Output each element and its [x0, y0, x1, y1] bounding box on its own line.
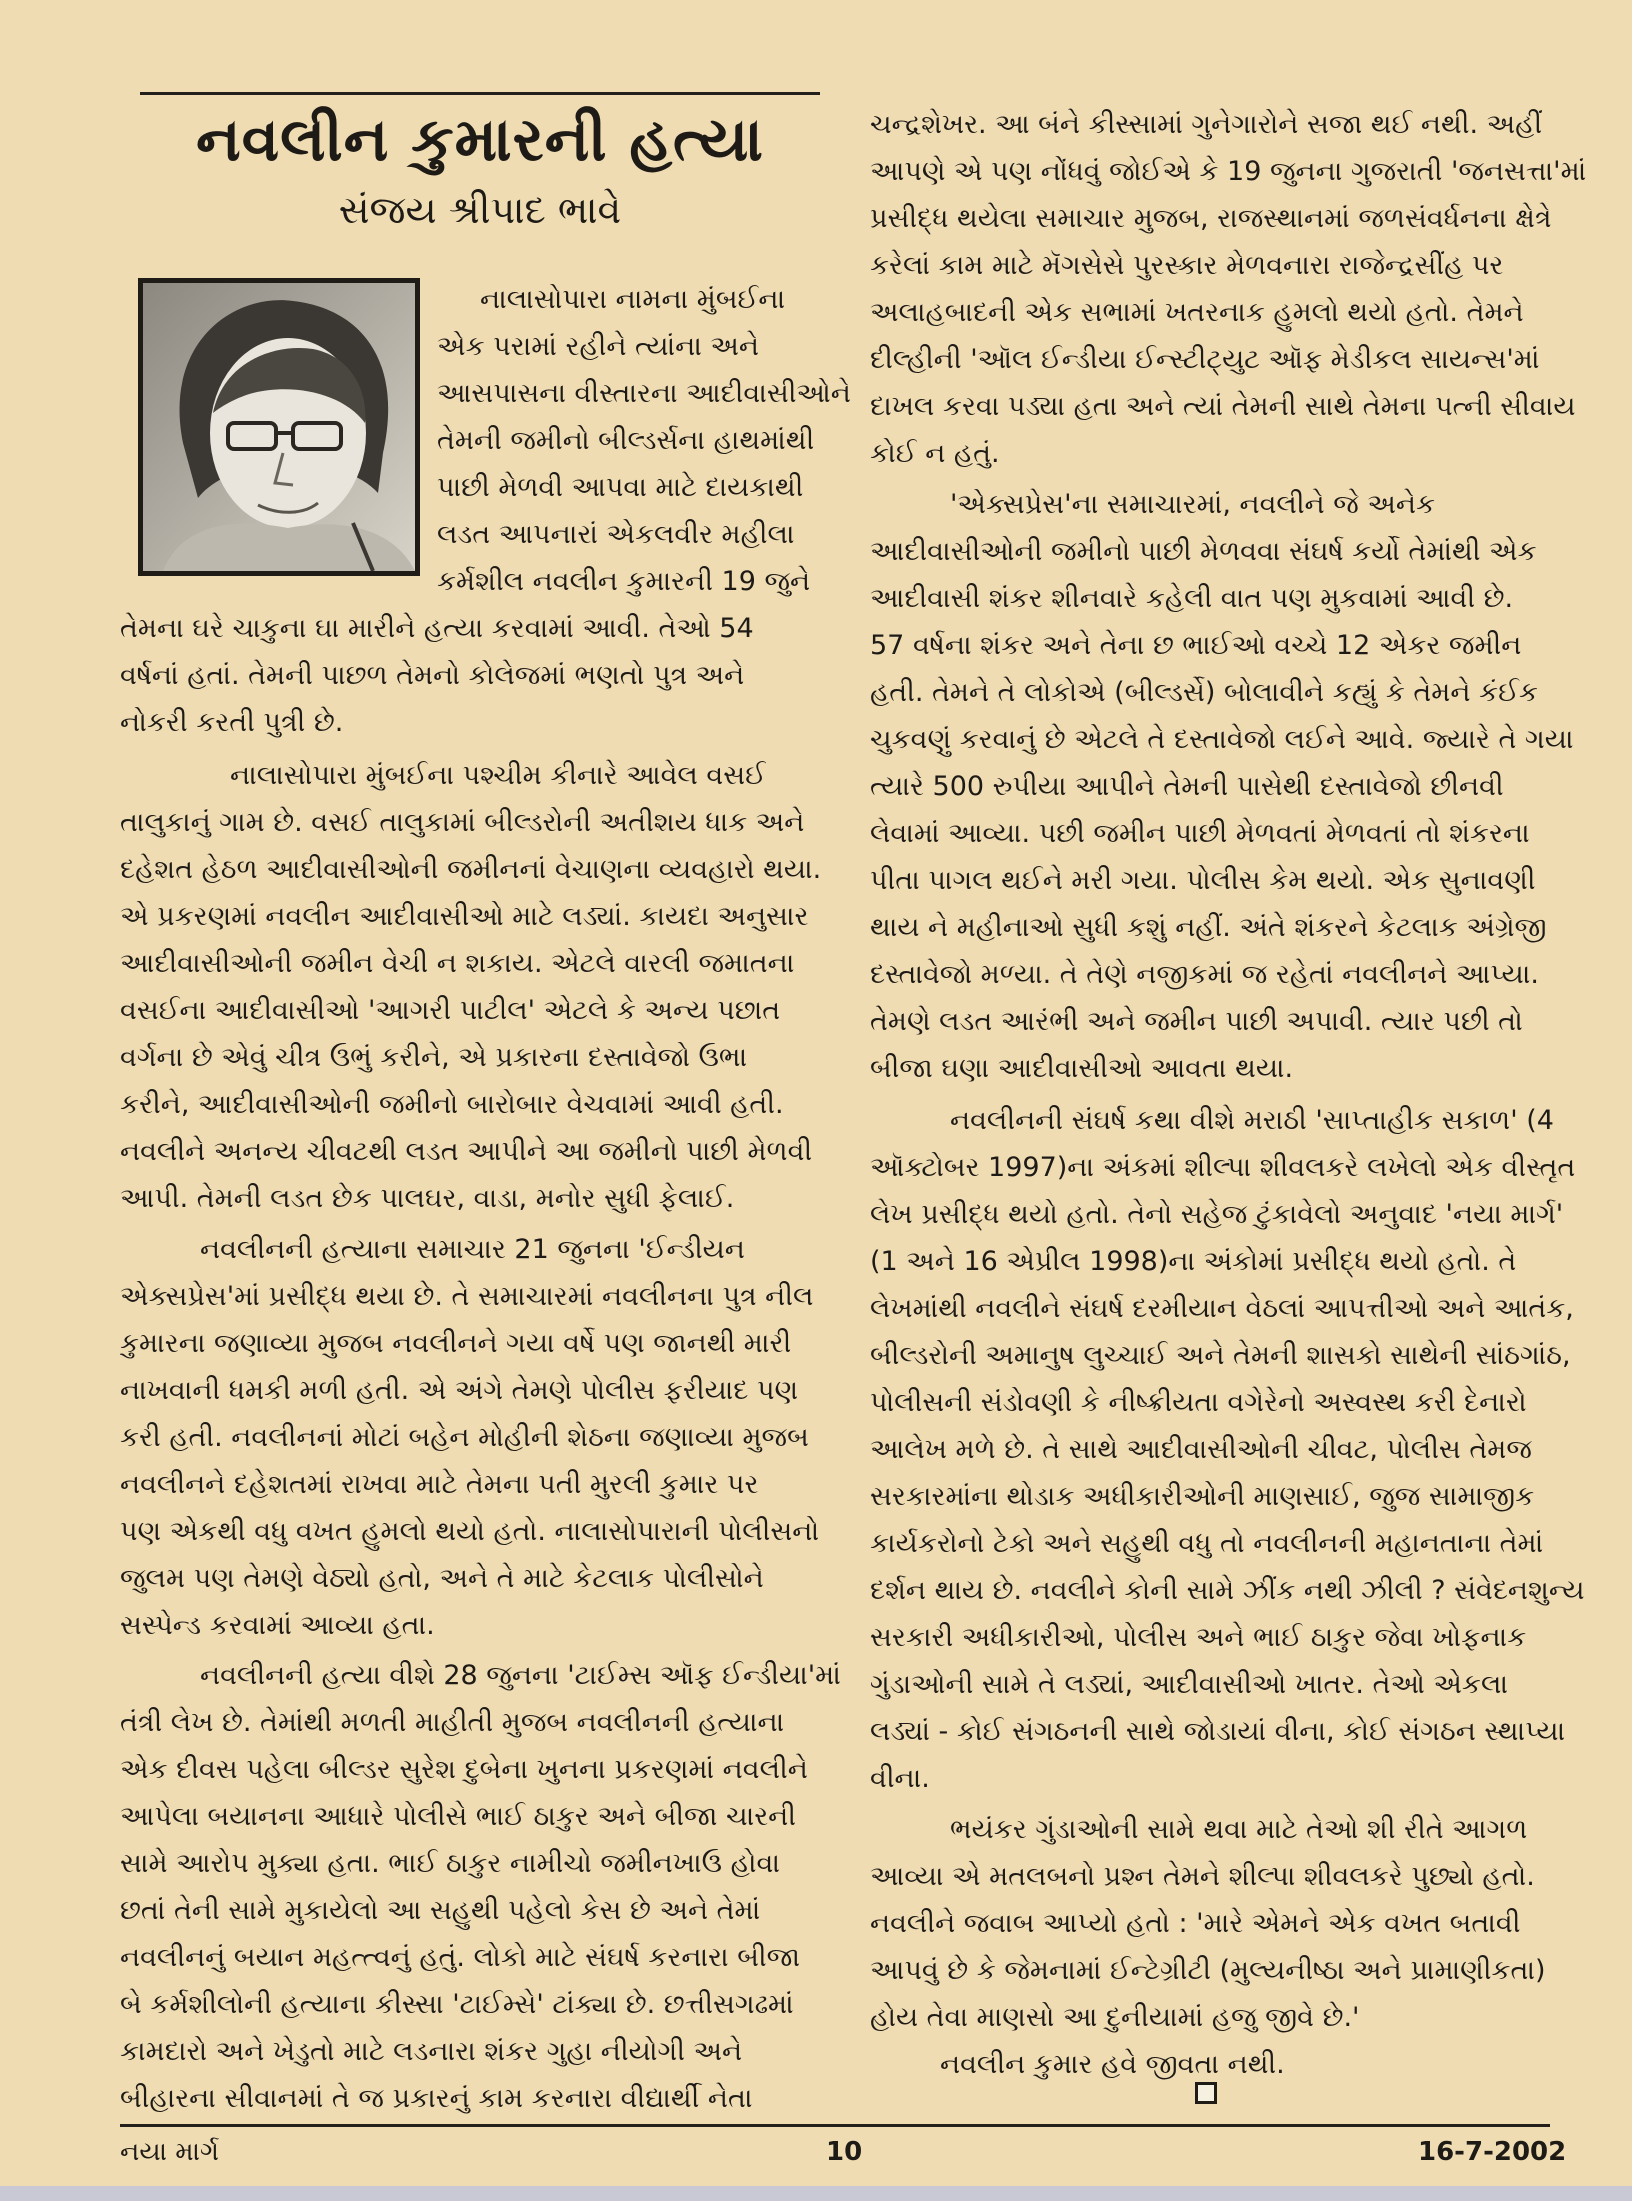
right-col-line-38: આવ્યા એ મતલબનો પ્રશ્ન તેમને શીલ્પા શીવલકરે પુછ્યો હતો. — [870, 1861, 1535, 1892]
right-col-line-33: સરકારી અધીકારીઓ, પોલીસ અને ભાઈ ઠાકુર જેવા ખોફનાક — [870, 1622, 1527, 1653]
left-col-line-16: વસઈના આદીવાસીઓ 'આગરી પાટીલ' એટલે કે અન્ય પછાત — [120, 995, 781, 1026]
right-col-line-31: કાર્યકરોનો ટેકો અને સહુથી વધુ તો નવલીનની મહાનતાના તેમાં — [870, 1528, 1544, 1559]
left-col-line-8: તેમના ઘરે ચાકુના ઘા મારીને હત્યા કરવામાં આવી. તેઓ 54 — [120, 613, 754, 644]
left-col-line-2: એક પરામાં રહીને ત્યાંના અને — [437, 331, 759, 362]
left-col-line-37: બે કર્મશીલોની હત્યાના કીસ્સા 'ટાઈમ્સે' ટાંક્યા છે. છત્તીસગઢમાં — [120, 1989, 794, 2020]
right-col-line-19: દસ્તાવેજો મળ્યા. તે તેણે નજીકમાં જ રહેતાં નવલીનને આપ્યા. — [870, 959, 1539, 990]
left-col-line-3: આસપાસના વીસ્તારના આદીવાસીઓને — [437, 378, 851, 409]
left-col-line-29: સસ્પેન્ડ કરવામાં આવ્યા હતા. — [120, 1610, 435, 1641]
author-portrait-photo — [138, 278, 420, 576]
right-col-line-24: લેખ પ્રસીદ્ધ થયો હતો. તેનો સહેજ ટુંકાવેલો અનુવાદ 'નયા માર્ગ' — [870, 1199, 1564, 1230]
right-col-line-35: લડ્યાં - કોઈ સંગઠનની સાથે જોડાયાં વીના, કોઈ સંગઠન સ્થાપ્યા — [870, 1716, 1566, 1747]
left-col-line-27: પણ એકથી વધુ વખત હુમલો થયો હતો. નાલાસોપારાની પોલીસનો — [120, 1516, 820, 1547]
right-col-line-6: દીલ્હીની 'ઑલ ઈન્ડીયા ઈન્સ્ટીટ્યુટ ઑફ મેડીકલ સાયન્સ'માં — [870, 344, 1540, 375]
left-col-line-1: નાલાસોપારા નામના મુંબઈના — [480, 284, 786, 315]
right-col-line-32: દર્શન થાય છે. નવલીને કોની સામે ઝીંક નથી ઝીલી ? સંવેદનશુન્ય — [870, 1575, 1585, 1606]
left-col-line-19: નવલીને અનન્ય ચીવટથી લડત આપીને આ જમીનો પાછી મેળવી — [120, 1136, 813, 1167]
right-col-line-12: 57 વર્ષના શંકર અને તેના છ ભાઈઓ વચ્ચે 12 એકર જમીન — [870, 630, 1522, 661]
right-col-line-15: ત્યારે 500 રુપીયા આપીને તેમની પાસેથી દસ્તાવેજો છીનવી — [870, 771, 1504, 802]
footer-date: 16-7-2002 — [1418, 2137, 1567, 2167]
left-col-line-34: સામે આરોપ મુક્યા હતા. ભાઈ ઠાકુર નામીચો જમીનખાઉ હોવા — [120, 1848, 780, 1879]
article-author: સંજય શ્રીપાદ ભાવે — [338, 188, 622, 232]
right-col-line-40: આપવું છે કે જેમનામાં ઈન્ટેગ્રીટી (મુલ્યનીષ્ઠા અને પ્રામાણીકતા) — [870, 1955, 1546, 1986]
right-col-line-8: કોઈ ન હતું. — [870, 438, 1000, 469]
right-col-line-1: ચન્દ્રશેખર. આ બંને કીસ્સામાં ગુનેગારોને સજા થઈ નથી. અહીં — [870, 109, 1543, 140]
footer-page-number: 10 — [826, 2137, 863, 2167]
right-col-line-25: (1 અને 16 એપ્રીલ 1998)ના અંકોમાં પ્રસીદ્ધ થયો હતો. તે — [870, 1246, 1517, 1277]
left-col-line-9: વર્ષનાં હતાં. તેમની પાછળ તેમનો કોલેજમાં ભણતો પુત્ર અને — [120, 660, 745, 691]
scan-edge — [0, 2186, 1632, 2201]
left-col-line-7: કર્મશીલ નવલીન કુમારની 19 જુને — [437, 566, 811, 597]
left-col-line-25: કરી હતી. નવલીનનાં મોટાં બહેન મોહીની શેઠના જણાવ્યા મુજબ — [120, 1422, 809, 1453]
right-col-line-34: ગુંડાઓની સામે તે લડ્યાં, આદીવાસીઓ ખાતર. તેઓ એકલા — [870, 1669, 1508, 1700]
right-col-line-37: ભયંકર ગુંડાઓની સામે થવા માટે તેઓ શી રીતે આગળ — [950, 1814, 1528, 1845]
left-col-line-33: આપેલા બયાનના આધારે પોલીસે ભાઈ ઠાકુર અને બીજા ચારની — [120, 1801, 796, 1832]
right-col-line-42: નવલીન કુમાર હવે જીવતા નથી. — [940, 2049, 1285, 2080]
right-col-line-36: વીના. — [870, 1763, 930, 1794]
right-col-line-29: આલેખ મળે છે. તે સાથે આદીવાસીઓની ચીવટ, પોલીસ તેમજ — [870, 1434, 1532, 1465]
right-col-line-7: દાખલ કરવા પડ્યા હતા અને ત્યાં તેમની સાથે તેમના પત્ની સીવાય — [870, 391, 1576, 422]
right-col-line-5: અલાહબાદની એક સભામાં ખતરનાક હુમલો થયો હતો. તેમને — [870, 297, 1524, 328]
right-col-line-9: 'એક્સપ્રેસ'ના સમાચારમાં, નવલીને જે અનેક — [950, 489, 1436, 520]
end-of-article-mark — [1195, 2082, 1217, 2104]
left-col-line-10: નોકરી કરતી પુત્રી છે. — [120, 707, 344, 738]
left-col-line-24: નાખવાની ધમકી મળી હતી. એ અંગે તેમણે પોલીસ ફરીયાદ પણ — [120, 1375, 799, 1406]
left-col-line-4: તેમની જમીનો બીલ્ડર્સના હાથમાંથી — [437, 425, 815, 456]
left-col-line-28: જુલમ પણ તેમણે વેઠ્યો હતો, અને તે માટે કેટલાક પોલીસોને — [120, 1563, 764, 1594]
left-col-line-31: તંત્રી લેખ છે. તેમાંથી મળતી માહીતી મુજબ નવલીનની હત્યાના — [120, 1707, 785, 1738]
right-col-line-23: ઑક્ટોબર 1997)ના અંકમાં શીલ્પા શીવલકરે લખેલો એક વીસ્તૃત — [870, 1152, 1576, 1183]
right-col-line-14: ચુકવણું કરવાનું છે એટલે તે દસ્તાવેજો લઈને આવે. જ્યારે તે ગયા — [870, 724, 1574, 755]
right-col-line-22: નવલીનની સંઘર્ષ કથા વીશે મરાઠી 'સાપ્તાહીક સકાળ' (4 — [950, 1105, 1554, 1136]
left-col-line-5: પાછી મેળવી આપવા માટે દાયકાથી — [437, 472, 804, 503]
title-top-rule — [140, 92, 820, 95]
right-col-line-26: લેખમાંથી નવલીને સંઘર્ષ દરમીયાન વેઠલાં આપત્તીઓ અને આતંક, — [870, 1293, 1574, 1324]
left-col-line-32: એક દીવસ પહેલા બીલ્ડર સુરેશ દુબેના ખુનના પ્રકરણમાં નવલીને — [120, 1754, 808, 1785]
right-col-line-4: કરેલાં કામ માટે મૅગસેસે પુરસ્કાર મેળવનારા રાજેન્દ્રસીંહ પર — [870, 250, 1504, 281]
left-col-line-30: નવલીનની હત્યા વીશે 28 જુનના 'ટાઈમ્સ ઑફ ઈન્ડીયા'માં — [200, 1660, 841, 1691]
left-col-line-15: આદીવાસીઓની જમીન વેચી ન શકાય. એટલે વારલી જમાતના — [120, 948, 795, 979]
right-col-line-13: હતી. તેમને તે લોકોએ (બીલ્ડર્સે) બોલાવીને કહ્યું કે તેમને કંઈક — [870, 677, 1538, 708]
left-col-line-13: દહેશત હેઠળ આદીવાસીઓની જમીનનાં વેચાણના વ્યવહારો થયા. — [120, 854, 822, 885]
right-col-line-11: આદીવાસી શંકર શીનવારે કહેલી વાત પણ મુકવામાં આવી છે. — [870, 583, 1514, 614]
left-col-line-26: નવલીનને દહેશતમાં રાખવા માટે તેમના પતી મુરલી કુમાર પર — [120, 1469, 759, 1500]
footer-publication: નયા માર્ગ — [120, 2137, 220, 2167]
right-col-line-28: પોલીસની સંડોવણી કે નીષ્ક્રીયતા વગેરેનો અસ્વસ્થ કરી દેનારો — [870, 1387, 1527, 1418]
right-col-line-41: હોય તેવા માણસો આ દુનીયામાં હજુ જીવે છે.' — [870, 2002, 1360, 2033]
right-col-line-30: સરકારમાંના થોડાક અધીકારીઓની માણસાઈ, જુજ સામાજીક — [870, 1481, 1535, 1512]
right-col-line-39: નવલીને જવાબ આપ્યો હતો : 'મારે એમને એક વખત બતાવી — [870, 1908, 1521, 1939]
article-title: નવલીન કુમારની હત્યા — [196, 105, 764, 175]
left-col-line-12: તાલુકાનું ગામ છે. વસઈ તાલુકામાં બીલ્ડરોની અતીશય ધાક અને — [120, 807, 805, 838]
left-col-line-39: બીહારના સીવાનમાં તે જ પ્રકારનું કામ કરનારા વીદ્યાર્થી નેતા — [120, 2083, 753, 2114]
left-col-line-17: વર્ગના છે એવું ચીત્ર ઉભું કરીને, એ પ્રકારના દસ્તાવેજો ઉભા — [120, 1042, 748, 1073]
left-col-line-36: નવલીનનું બયાન મહત્ત્વનું હતું. લોકો માટે સંઘર્ષ કરનારા બીજા — [120, 1942, 800, 1973]
right-col-line-17: પીતા પાગલ થઈને મરી ગયા. પોલીસ કેમ થયો. એક સુનાવણી — [870, 865, 1536, 896]
left-col-line-6: લડત આપનારાં એકલવીર મહીલા — [437, 519, 795, 550]
left-col-line-18: કરીને, આદીવાસીઓની જમીનો બારોબાર વેચવામાં આવી હતી. — [120, 1089, 784, 1120]
right-col-line-16: લેવામાં આવ્યા. પછી જમીન પાછી મેળવતાં મેળવતાં તો શંકરના — [870, 818, 1530, 849]
right-col-line-20: તેમણે લડત આરંભી અને જમીન પાછી અપાવી. ત્યાર પછી તો — [870, 1006, 1523, 1037]
footer-rule — [120, 2124, 1550, 2127]
left-col-line-14: એ પ્રકરણમાં નવલીન આદીવાસીઓ માટે લડ્યાં. કાયદા અનુસાર — [120, 901, 809, 932]
left-col-line-23: કુમારના જણાવ્યા મુજબ નવલીનને ગયા વર્ષે પણ જાનથી મારી — [120, 1328, 792, 1359]
left-col-line-35: છતાં તેની સામે મુકાયેલો આ સહુથી પહેલો કેસ છે અને તેમાં — [120, 1895, 761, 1926]
right-col-line-3: પ્રસીદ્ધ થયેલા સમાચાર મુજબ, રાજસ્થાનમાં જળસંવર્ધનના ક્ષેત્રે — [870, 203, 1552, 234]
left-col-line-21: નવલીનની હત્યાના સમાચાર 21 જુનના 'ઈન્ડીયન — [200, 1234, 745, 1265]
portrait-illustration — [143, 283, 415, 571]
left-col-line-11: નાલાસોપારા મુંબઈના પશ્ચીમ કીનારે આવેલ વસઈ — [230, 760, 766, 791]
right-col-line-21: બીજા ઘણા આદીવાસીઓ આવતા થયા. — [870, 1053, 1294, 1084]
right-col-line-10: આદીવાસીઓની જમીનો પાછી મેળવવા સંઘર્ષ કર્યો તેમાંથી એક — [870, 536, 1537, 567]
left-col-line-38: કામદારો અને ખેડુતો માટે લડનારા શંકર ગુહા નીયોગી અને — [120, 2036, 743, 2067]
right-col-line-18: થાય ને મહીનાઓ સુધી કશું નહીં. અંતે શંકરને કેટલાક અંગ્રેજી — [870, 912, 1547, 943]
right-col-line-27: બીલ્ડરોની અમાનુષ લુચ્ચાઈ અને તેમની શાસકો સાથેની સાંઠગાંઠ, — [870, 1340, 1571, 1371]
left-col-line-22: એક્સપ્રેસ'માં પ્રસીદ્ધ થયા છે. તે સમાચારમાં નવલીનના પુત્ર નીલ — [120, 1281, 814, 1312]
left-col-line-20: આપી. તેમની લડત છેક પાલઘર, વાડા, મનોર સુધી ફેલાઈ. — [120, 1183, 735, 1214]
right-col-line-2: આપણે એ પણ નોંધવું જોઈએ કે 19 જુનના ગુજરાતી 'જનસત્તા'માં — [870, 156, 1587, 187]
